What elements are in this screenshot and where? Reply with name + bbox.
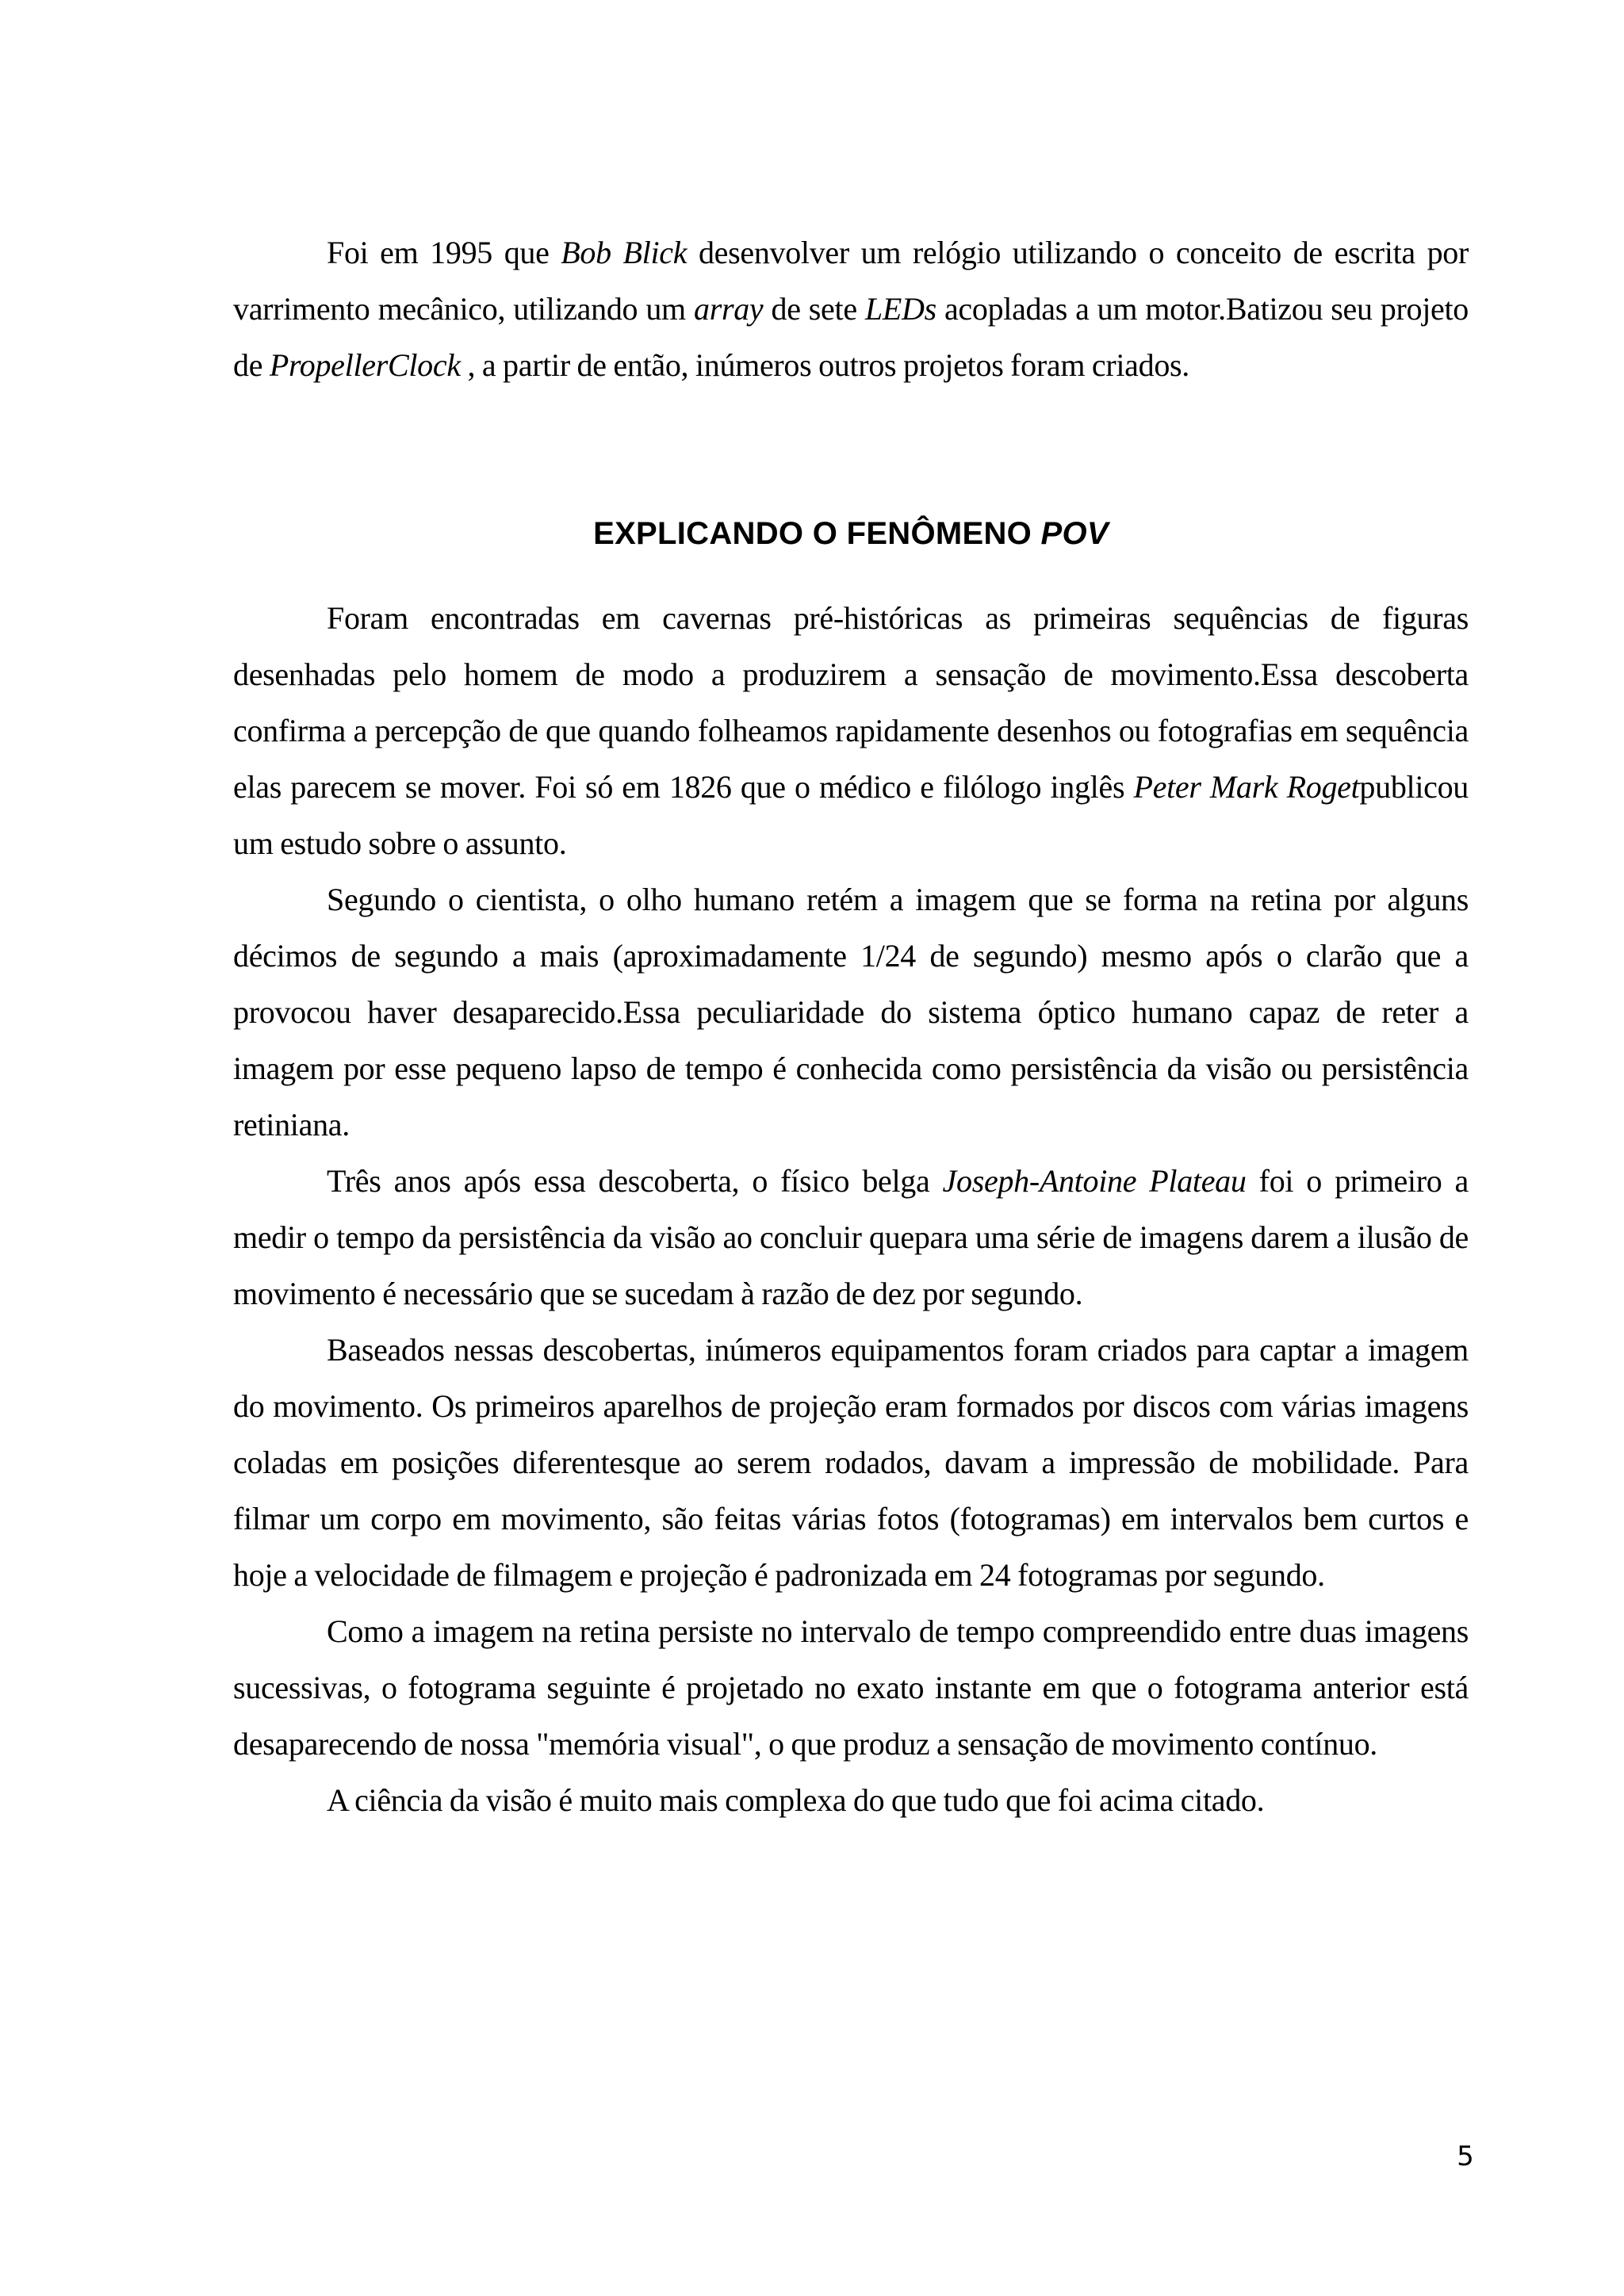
heading-italic: POV — [1040, 516, 1109, 551]
intro-text-4: acopladas a um motor.Batizou seu projeto de — [233, 291, 1469, 383]
intro-text-2: desenvolver um relógio utilizando o conceito de escrita por varrimento mecânico, utilizando um — [233, 235, 1469, 327]
paragraph-6: A ciência da visão é muito mais complexa do que tudo que foi acima citado. — [327, 1782, 1265, 1818]
paragraph-1-text-1: Foram encontradas em cavernas pré-históricas as primeiras sequências de figuras desenhadas pelo homem de modo a produzirem a sensação de movimento.Essa descoberta confirma a percepção de que quando folheamos rapidamente desenhos ou fotografias em sequência elas parecem se mover. Foi só em 1826 que o médico e filólogo inglês — [233, 600, 1469, 805]
paragraph-3 — [233, 1153, 1469, 1322]
paragraph-3-text-2: foi o primeiro a medir o tempo da persistência da visão ao concluir quepara uma série de imagens darem a ilusão de movimento é necessário que se sucedam à razão de dez por segundo. — [233, 1163, 1469, 1311]
section-heading — [233, 510, 1469, 557]
paragraph-4: Baseados nessas descobertas, inúmeros equipamentos foram criados para captar a imagem do movimento. Os primeiros aparelhos de projeção eram formados por discos com várias imagens coladas em posições diferentesque ao serem rodados, davam a impressão de mobilidade. Para filmar um corpo em movimento, são feitas várias fotos (fotogramas) em intervalos bem curtos e hoje a velocidade de filmagem e projeção é padronizada em 24 fotogramas por segundo. — [233, 1332, 1469, 1593]
paragraph-3-text-1: Três anos após essa descoberta, o físico belga — [327, 1163, 943, 1199]
heading-text: EXPLICANDO O FENÔMENO — [593, 516, 1041, 551]
intro-leds-italic: LEDs — [864, 291, 936, 327]
intro-project-italic: PropellerClock — [269, 347, 461, 383]
intro-text-5: , a partir de então, inúmeros outros projetos foram criados. — [460, 347, 1189, 383]
page-number: 5 — [1457, 2141, 1474, 2172]
section-body — [233, 590, 1469, 1828]
intro-text-3: de sete — [763, 291, 865, 327]
paragraph-1 — [233, 590, 1469, 871]
paragraph-2: Segundo o cientista, o olho humano retém a imagem que se forma na retina por alguns décimos de segundo a mais (aproximadamente 1/24 de segundo) mesmo após o clarão que a provocou haver desaparecido.Essa peculiaridade do sistema óptico humano capaz de reter a imagem por esse pequeno lapso de tempo é conhecida como persistência da visão ou persistência retiniana. — [233, 882, 1469, 1142]
paragraph-1-name-italic: Peter Mark Roget — [1133, 769, 1360, 805]
intro-paragraph — [233, 224, 1469, 393]
paragraph-5: Como a imagem na retina persiste no intervalo de tempo compreendido entre duas imagens sucessivas, o fotograma seguinte é projetado no exato instante em que o fotograma anterior está desaparecendo de nossa "memória visual", o que produz a sensação de movimento contínuo. — [233, 1613, 1469, 1762]
paragraph-1-text-2: publicou um estudo sobre o assunto. — [233, 769, 1469, 861]
intro-text-1: Foi em 1995 que — [327, 235, 561, 270]
intro-array-italic: array — [694, 291, 764, 327]
intro-name-italic: Bob Blick — [561, 235, 688, 270]
intro-section — [233, 224, 1469, 393]
paragraph-3-name-italic: Joseph-Antoine Plateau — [942, 1163, 1247, 1199]
